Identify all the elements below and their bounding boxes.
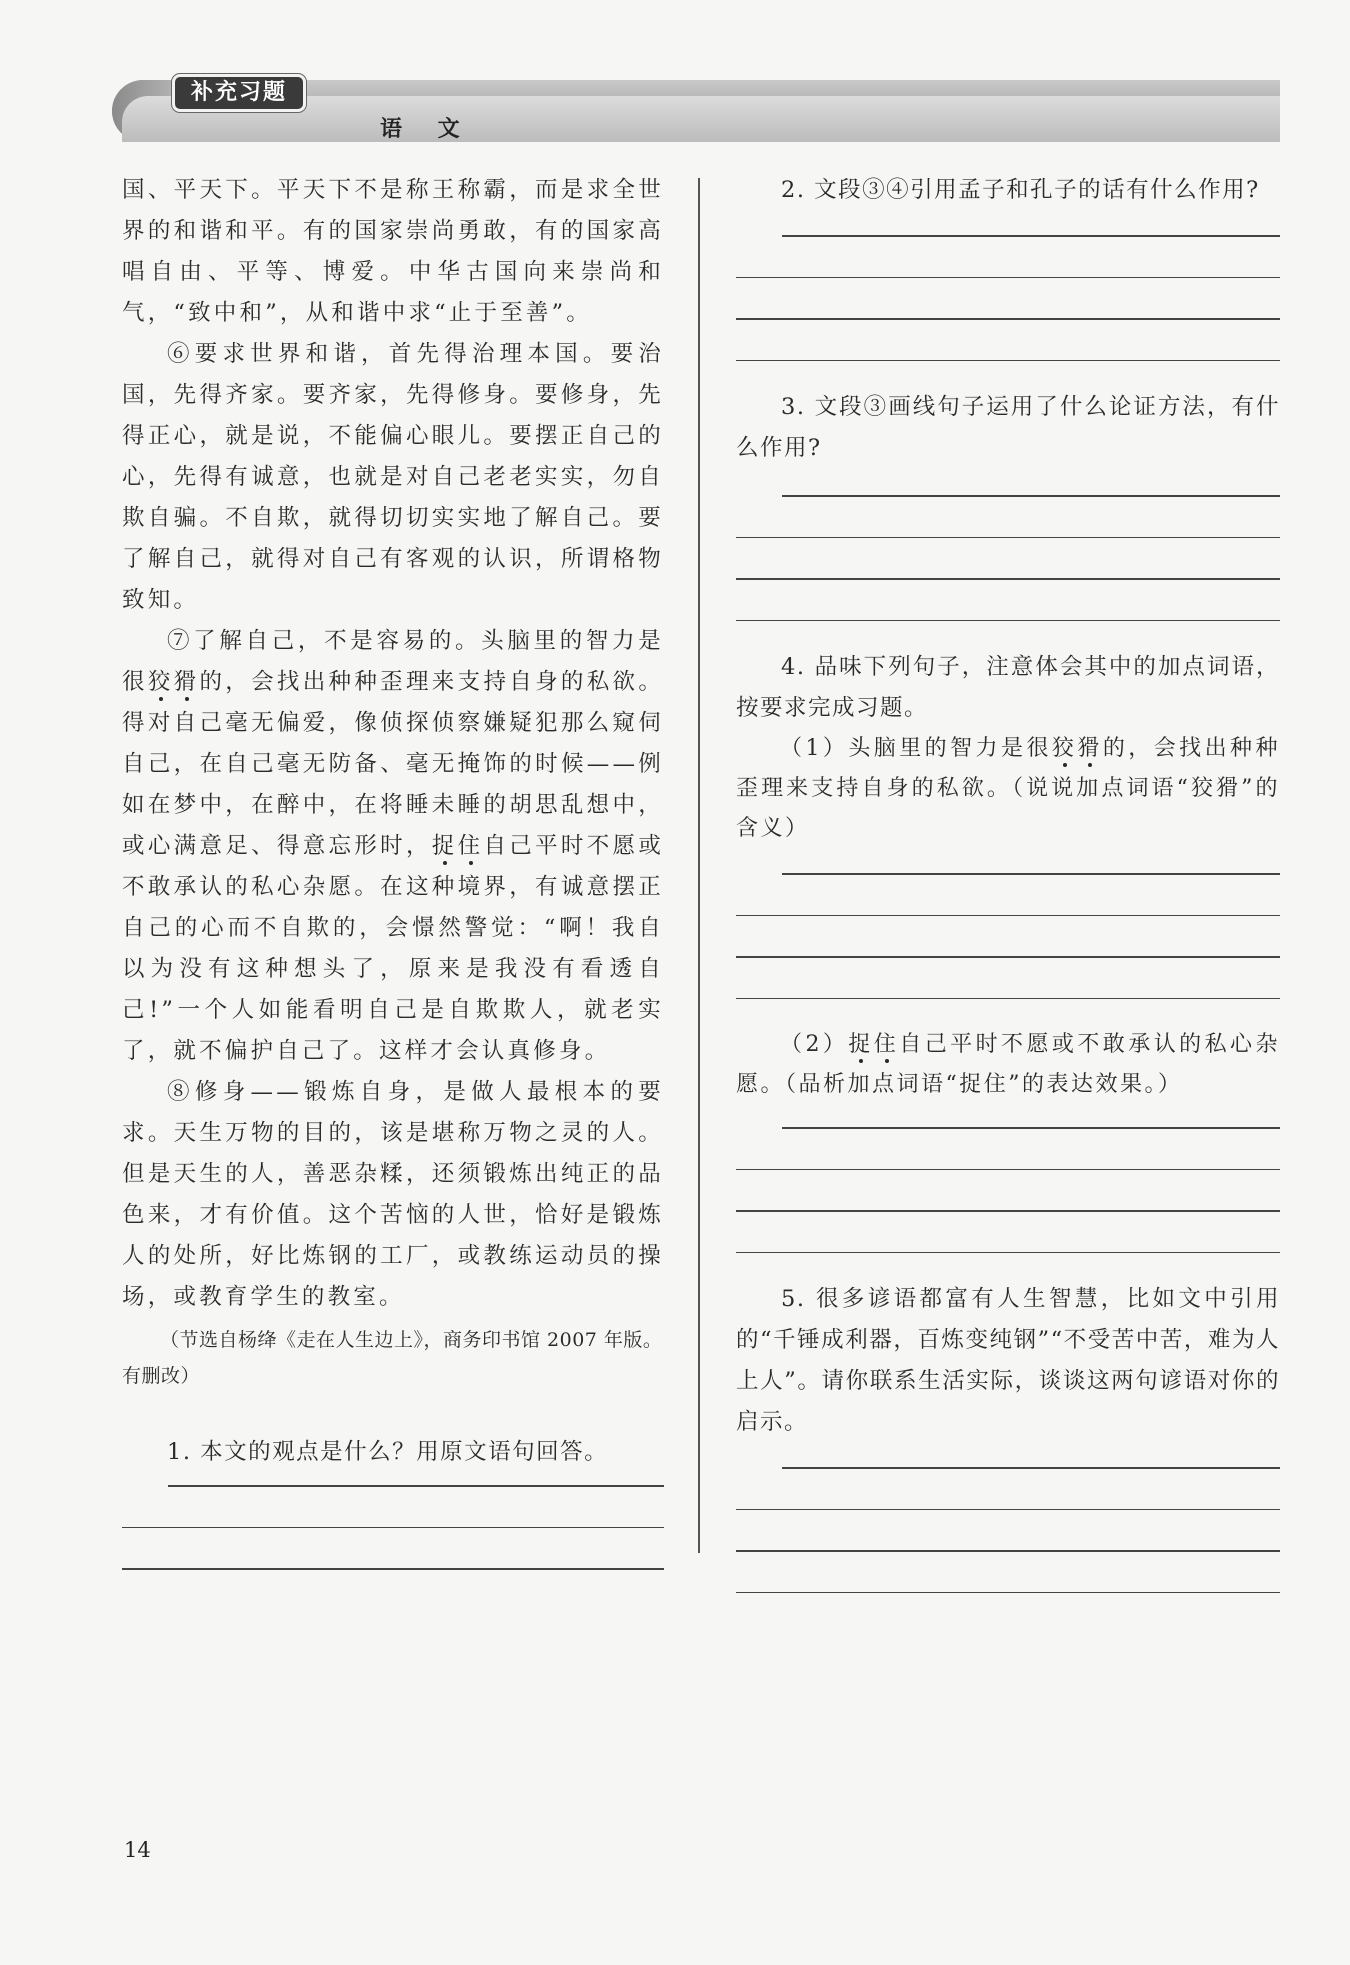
answer-line[interactable] bbox=[736, 1592, 1280, 1594]
answer-line[interactable] bbox=[782, 1127, 1280, 1129]
answer-lines-q4-2 bbox=[736, 1127, 1280, 1253]
answer-line[interactable] bbox=[736, 1169, 1280, 1171]
passage-paragraph-6: ⑥要求世界和谐，首先得治理本国。要治国，先得齐家。要齐家，先得修身。要修身，先得正心，就是说，不能偏心眼儿。要摆正自己的心，先得有诚意，也就是对自己老老实实，勿自欺自骗。不自欺，就得切切实实地了解自己。要了解自己，就得对自己有客观的认识，所谓格物致知。 bbox=[122, 341, 664, 613]
answer-lines-q4-1 bbox=[736, 873, 1280, 999]
emphasis-char: 狡 bbox=[1051, 736, 1078, 761]
answer-line[interactable] bbox=[736, 1252, 1280, 1254]
answer-line[interactable] bbox=[736, 1550, 1280, 1552]
header-tab-label: 补充习题 bbox=[172, 74, 306, 112]
emphasis-char: 猾 bbox=[1077, 736, 1103, 761]
question-3: 3. 文段③画线句子运用了什么论证方法，有什么作用? bbox=[736, 394, 1280, 461]
question-4: 4. 品味下列句子，注意体会其中的加点词语，按要求完成习题。 bbox=[736, 654, 1280, 721]
question-5: 5. 很多谚语都富有人生智慧，比如文中引用的“千锤成利器，百炼变纯钢”“不受苦中苦，难为人上人”。请你联系生活实际，谈谈这两句谚语对你的启示。 bbox=[736, 1286, 1280, 1435]
answer-line[interactable] bbox=[736, 620, 1280, 622]
answer-line[interactable] bbox=[736, 318, 1280, 320]
answer-line[interactable] bbox=[782, 873, 1280, 875]
answer-line[interactable] bbox=[122, 1568, 664, 1570]
question-1: 1. 本文的观点是什么？用原文语句回答。 bbox=[167, 1439, 609, 1465]
answer-line[interactable] bbox=[736, 915, 1280, 917]
answer-line[interactable] bbox=[168, 1485, 664, 1487]
question-4-part-2: （2）捉住自己平时不愿或不敢承认的私心杂愿。（品析加点词语“捉住”的表达效果。） bbox=[736, 1032, 1280, 1097]
column-divider bbox=[698, 178, 700, 1553]
answer-line[interactable] bbox=[782, 1467, 1280, 1469]
answer-line[interactable] bbox=[736, 1509, 1280, 1511]
emphasis-char: 住 bbox=[873, 1032, 900, 1057]
answer-lines-q2 bbox=[736, 235, 1280, 361]
answer-line[interactable] bbox=[736, 537, 1280, 539]
answer-line[interactable] bbox=[782, 495, 1280, 497]
passage-paragraph-8: ⑧修身——锻炼自身，是做人最根本的要求。天生万物的目的，该是堪称万物之灵的人。但是天生的人，善恶杂糅，还须锻炼出纯正的品色来，才有价值。这个苦恼的人世，恰好是锻炼人的处所，好比炼钢的工厂，或教练运动员的操场，或教育学生的教室。 bbox=[122, 1079, 664, 1310]
question-2: 2. 文段③④引用孟子和孔子的话有什么作用? bbox=[781, 177, 1260, 203]
question-4-part-1: （1）头脑里的智力是很狡猾的，会找出种种歪理来支持自身的私欲。（说说加点词语“狡猾”的含义） bbox=[736, 736, 1280, 841]
passage-paragraph-continued: 国、平天下。平天下不是称王称霸，而是求全世界的和谐和平。有的国家崇尚勇敢，有的国家高唱自由、平等、博爱。中华古国向来崇尚和气，“致中和”，从和谐中求“止于至善”。 bbox=[122, 177, 664, 326]
passage-paragraph-7: ⑦了解自己，不是容易的。头脑里的智力是很狡猾的，会找出种种歪理来支持自身的私欲。得对自己毫无偏爱，像侦探侦察嫌疑犯那么窥伺自己，在自己毫无防备、毫无掩饰的时候——例如在梦中，在醉中，在将睡未睡的胡思乱想中，或心满意足、得意忘形时，捉住自己平时不愿或不敢承认的私心杂愿。在这种境界，有诚意摆正自己的心而不自欺的，会憬然警觉：“啊！我自以为没有这种想头了，原来是我没有看透自己!”一个人如能看明自己是自欺欺人，就老实了，就不偏护自己了。这样才会认真修身。 bbox=[122, 628, 665, 1064]
answer-lines-q5 bbox=[736, 1467, 1280, 1593]
emphasis-char: 住 bbox=[457, 833, 484, 859]
left-column bbox=[122, 170, 664, 1610]
answer-line[interactable] bbox=[736, 578, 1280, 580]
answer-line[interactable] bbox=[782, 235, 1280, 237]
emphasis-char: 猾 bbox=[173, 669, 200, 695]
emphasis-char: 狡 bbox=[147, 669, 174, 695]
page-number: 14 bbox=[124, 1838, 151, 1862]
answer-line[interactable] bbox=[736, 1210, 1280, 1212]
answer-lines-q1 bbox=[122, 1485, 664, 1570]
answer-line[interactable] bbox=[122, 1527, 664, 1529]
answer-line[interactable] bbox=[736, 956, 1280, 958]
source-citation: （节选自杨绛《走在人生边上》，商务印书馆 2007 年版。有删改） bbox=[122, 1329, 663, 1387]
answer-lines-q3 bbox=[736, 495, 1280, 621]
header-subject: 语 文 bbox=[380, 117, 474, 142]
answer-line[interactable] bbox=[736, 360, 1280, 362]
answer-line[interactable] bbox=[736, 998, 1280, 1000]
right-column bbox=[736, 170, 1280, 1633]
answer-line[interactable] bbox=[736, 277, 1280, 279]
emphasis-char: 捉 bbox=[848, 1032, 874, 1057]
emphasis-char: 捉 bbox=[431, 833, 458, 859]
